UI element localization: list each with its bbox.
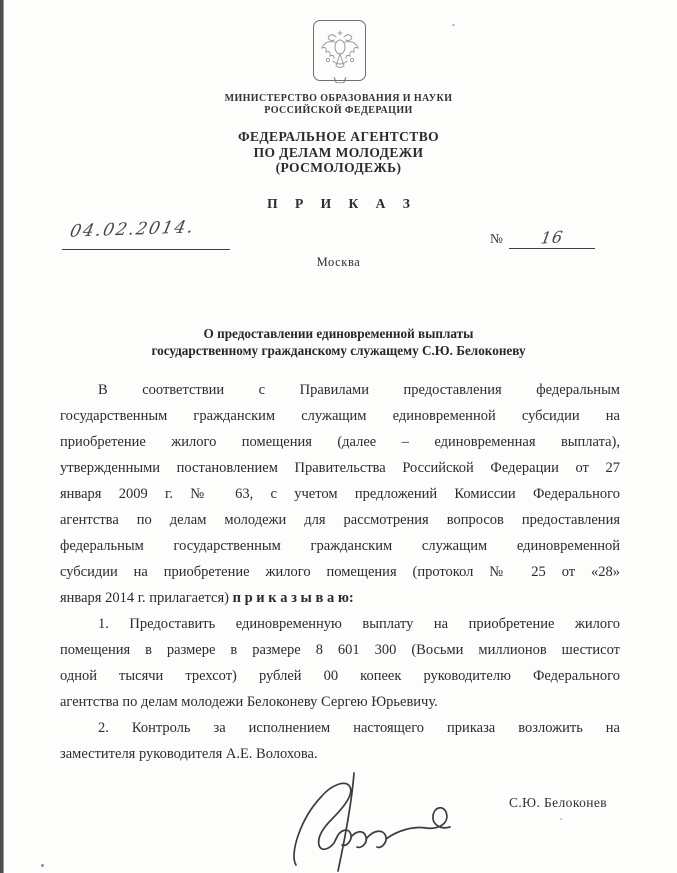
agency-line: (РОСМОЛОДЕЖЬ) (275, 160, 402, 175)
agency-line: ФЕДЕРАЛЬНОЕ АГЕНТСТВО (237, 129, 440, 144)
agency-name (0, 129, 677, 176)
date-field (62, 217, 230, 250)
body-line: одной тысячи трехсот) рублей 00 копеек руководителю Федерального (60, 668, 620, 684)
body-line (60, 585, 620, 611)
body-line: субсидии на приобретение жилого помещения (протокол № 25 от «28» (60, 564, 620, 580)
ministry-name (0, 93, 677, 116)
scan-speck (41, 864, 44, 867)
order-title-line: О предоставлении единовременной выплаты (203, 326, 474, 341)
handwritten-date: 04.02.2014. (67, 217, 197, 242)
document-type-heading: П Р И К А З (267, 196, 417, 211)
body-line: государственным гражданским служащим единовременной субсидии на (60, 408, 620, 424)
body-line: заместителя руководителя А.Е. Волохова. (60, 746, 318, 762)
body-line-text: января 2014 г. прилагается) (60, 590, 233, 606)
scan-speck (452, 24, 455, 26)
prikazyvayu-keyword: п р и к а з ы в а ю: (232, 590, 354, 606)
body-line: 2. Контроль за исполнением настоящего приказа возложить на (98, 720, 620, 736)
body-line: федеральным государственным гражданским служащим единовременной (60, 538, 620, 554)
emblem-notch (333, 78, 346, 84)
body-line: 1. Предоставить единовременную выплату на приобретение жилого (98, 616, 620, 632)
body-line: января 2009 г. № 63, с учетом предложений Комиссии Федерального (60, 486, 620, 502)
city-label: Москва (316, 255, 361, 269)
body-line: приобретение жилого помещения (далее – единовременная выплата), (60, 434, 620, 450)
body-text (60, 377, 620, 767)
number-field (490, 226, 595, 249)
signature-icon (288, 772, 488, 872)
order-title-line: государственному гражданскому служащему С.Ю. Белоконеву (151, 343, 526, 358)
order-title (0, 325, 677, 359)
body-line: В соответствии с Правилами предоставления федеральным (98, 382, 620, 398)
body-line: агентства по делам молодежи для рассмотрения вопросов предоставления (60, 512, 620, 528)
signatory-name: С.Ю. Белоконев (509, 795, 608, 810)
ministry-line: МИНИСТЕРСТВО ОБРАЗОВАНИЯ И НАУКИ (224, 93, 453, 104)
ministry-line: РОССИЙСКОЙ ФЕДЕРАЦИИ (264, 104, 413, 116)
body-line: помещения в размере в размере 8 601 300 (Восьми миллионов шестисот (60, 642, 620, 658)
agency-line: ПО ДЕЛАМ МОЛОДЕЖИ (253, 144, 424, 160)
coat-of-arms-box (313, 20, 366, 81)
handwritten-number: 16 (539, 227, 565, 248)
number-underline (509, 228, 595, 249)
body-line: агентства по делам молодежи Белоконеву Сергею Юрьевичу. (60, 694, 438, 710)
scan-speck (560, 818, 562, 820)
double-headed-eagle-icon (320, 27, 360, 75)
body-line: утвержденными постановлением Правительства Российской Федерации от 27 (60, 460, 620, 476)
number-sign-label: № (490, 231, 503, 246)
